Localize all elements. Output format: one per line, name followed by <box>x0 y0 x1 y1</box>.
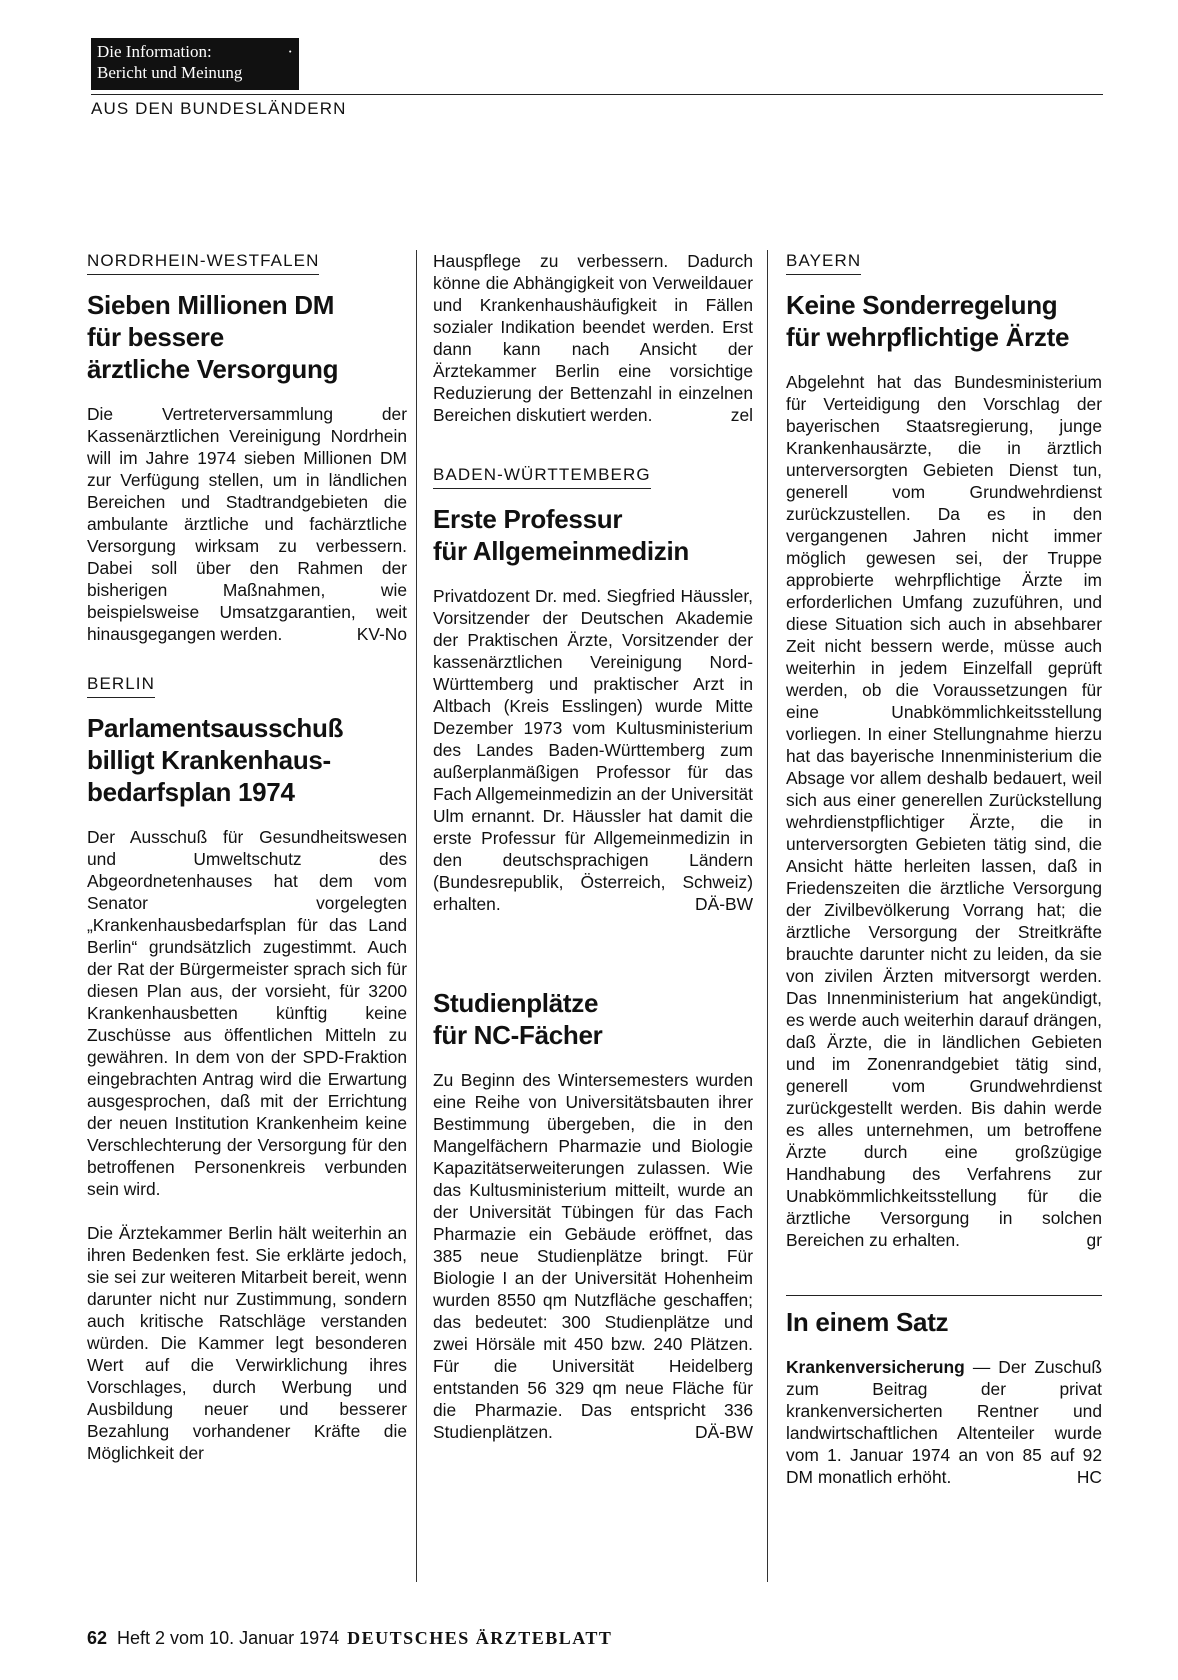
headline-bw <box>433 503 753 567</box>
headline-line: Keine Sonderregelung <box>786 290 1058 320</box>
section-title: AUS DEN BUNDESLÄNDERN <box>91 99 347 118</box>
satz-lead: Krankenversicherung <box>786 1357 965 1377</box>
body-text: Zu Beginn des Wintersemesters wurden eine Reihe von Universitätsbauten ihrer Bestimmung übergeben, die in den Mangelfächern Pharmazie und Biologie Kapazitätserweiterungen zulassen. Wie das Kultusministerium mitteilt, wurde an der Universität Tübingen für das Fach Pharmazie ein Gebäude eröffnet, das 385 neue Studienplätze bringt. Für Biologie I an der Universität Hohenheim wurden 8550 qm Nutzfläche geschaffen; das bedeutet: 300 Studienplätze und zwei Hörsäle mit 450 bzw. 240 Plätzen. Für die Universität Heidelberg entstanden 56 329 qm neue Fläche für die Pharmazie. Das entspricht 336 Studienplätzen. <box>433 1070 753 1442</box>
headline-line: bedarfsplan 1974 <box>87 777 295 807</box>
headline-line: Studienplätze <box>433 988 599 1018</box>
column-1 <box>87 250 407 1464</box>
headline-nc <box>433 987 753 1051</box>
body-text: Hauspflege zu verbessern. Dadurch könne die Abhängigkeit von Verweildauer und Krankenhaushäufigkeit in Fällen sozialer Indikation beendet werden. Erst dann kann nach Ansicht der Ärztekammer Berlin eine vorsichtige Reduzierung der Bettenzahl in einzelnen Bereichen diskutiert werden. <box>433 251 753 425</box>
headline-line: für wehrpflichtige Ärzte <box>786 322 1070 352</box>
region-label-berlin: BERLIN <box>87 673 155 698</box>
headline-nrw <box>87 289 407 385</box>
body-berlin-3 <box>433 250 753 426</box>
column-2 <box>433 250 753 1443</box>
body-berlin-2: Die Ärztekammer Berlin hält weiterhin an ihren Bedenken fest. Sie erklärte jedoch, sie sei zur weiteren Mitarbeit bereit, wenn darunter nicht nur Zustimmung, sondern auch kritische Ratschläge verstanden würden. Die Kammer legt besonderen Wert auf die Verwirklichung ihres Vorschlages, durch Werbung und Ausbildung neuer und besserer Bezahlung vorhandener Kräfte die Möglichkeit der <box>87 1223 407 1463</box>
signature: zel <box>730 405 753 425</box>
issue-info: Heft 2 vom 10. Januar 1974 <box>117 1628 340 1648</box>
headline-line: Sieben Millionen DM <box>87 290 335 320</box>
body-text: Abgelehnt hat das Bundesministerium für Verteidigung den Vorschlag der bayerischen Staatsregierung, junge Krankenhausärzte, die in ärztlich unterversorgten Gebieten Dienst tun, generell vom Grundwehrdienst zurückzustellen. Da es in den vergangenen Jahren nicht immer möglich gewesen sei, der Truppe approbierte wehrpflichtige Ärzte im erforderlichen Umfang zuzuführen, und diese Situation sich auch in absehbarer Zeit nicht bessern werde, müsse auch weiterhin in jedem Einzelfall geprüft werden, ob die Voraussetzungen für eine Unabkömmlichkeitsstellung vorliegen. In einer Stellungnahme hierzu hat das bayerische Innenministerium die Absage vor allem deshalb bedauert, weil sich aus einer generellen Zurückstellung wehrdienstpflichtiger Ärzte, die in unterversorgten Gebieten tätig sind, die Ansicht hätte herleiten lassen, daß in Friedenszeiten die ärztliche Versorgung der Zivilbevölkerung Vorrang hat; die ärztliche Versorgung der Streitkräfte brauchte darunter nicht zu leiden, da sie von zivilen Ärzten mitversorgt werden. Das Innenministerium hat angekündigt, es werde auch weiterhin darauf drängen, daß Ärzte, die in ländlichen Gebieten und im Zonenrandgebiet tätig sind, generell vom Grundwehrdienst zurückgestellt werden. Bis dahin werde es alles unternehmen, um betroffene Ärzte durch eine großzügige Handhabung des Verfahrens zur Unabkömmlichkeitsstellung für die ärztliche Versorgung in solchen Bereichen zu erhalten. <box>786 372 1102 1250</box>
body-bw <box>433 585 753 915</box>
in-einem-satz-box <box>786 1295 1102 1488</box>
headline-bayern <box>786 289 1102 353</box>
page-footer <box>87 1628 612 1649</box>
headline-line: Parlamentsausschuß <box>87 713 344 743</box>
headline-satz: In einem Satz <box>786 1307 949 1337</box>
top-rule <box>91 94 1103 95</box>
headline-line: ärztliche Versorgung <box>87 354 339 384</box>
body-text: — Der Zuschuß zum Beitrag der privat krankenversicherten Rentner und landwirtschaftlichen Altenteiler wurde vom 1. Januar 1974 an von 85 auf 92 DM monatlich erhöht. <box>786 1357 1102 1487</box>
region-label-bw: BADEN-WÜRTTEMBERG <box>433 464 651 489</box>
signature: DÄ-BW <box>695 894 753 914</box>
body-text: Privatdozent Dr. med. Siegfried Häussler, Vorsitzender der Deutschen Akademie der Praktischen Ärzte, Vorsitzender der kassenärztlichen Vereinigung Nord-Württemberg und praktischer Arzt in Altbach (Kreis Esslingen) wurde Mitte Dezember 1973 vom Kultusministerium des Landes Baden-Württemberg zum außerplanmäßigen Professor für das Fach Allgemeinmedizin an der Universität Ulm ernannt. Dr. Häussler hat damit die erste Professur für Allgemeinmedizin in den deutschsprachigen Ländern (Bundesrepublik, Österreich, Schweiz) erhalten. <box>433 586 753 914</box>
column-divider-2 <box>767 250 768 1582</box>
region-label-bayern: BAYERN <box>786 250 861 275</box>
body-satz <box>786 1356 1102 1488</box>
region-label-nrw: NORDRHEIN-WESTFALEN <box>87 250 319 275</box>
column-3 <box>786 250 1102 1488</box>
headline-line: für bessere <box>87 322 224 352</box>
signature: HC <box>1076 1467 1102 1487</box>
masthead-line-1: Die Information: <box>97 42 212 61</box>
headline-berlin <box>87 712 407 808</box>
masthead-line-2: Bericht und Meinung <box>97 63 243 82</box>
headline-line: billigt Krankenhaus- <box>87 745 331 775</box>
masthead-dot: · <box>287 42 293 61</box>
publication-name: DEUTSCHES ÄRZTEBLATT <box>347 1628 613 1648</box>
masthead-box <box>91 38 299 90</box>
signature: KV-No <box>356 624 407 644</box>
signature: DÄ-BW <box>695 1422 753 1442</box>
body-nc <box>433 1069 753 1443</box>
body-bayern <box>786 371 1102 1251</box>
headline-line: für NC-Fächer <box>433 1020 603 1050</box>
page-number: 62 <box>87 1628 108 1648</box>
column-divider-1 <box>416 250 417 1582</box>
headline-line: Erste Professur <box>433 504 623 534</box>
headline-line: für Allgemeinmedizin <box>433 536 689 566</box>
signature: gr <box>1086 1230 1102 1250</box>
body-nrw <box>87 403 407 645</box>
body-text: Die Vertreterversammlung der Kassenärztlichen Vereinigung Nordrhein will im Jahre 1974 sieben Millionen DM zur Verfügung stellen, um in ländlichen Bereichen und Stadtrandgebieten die ambulante ärztliche und fachärztliche Versorgung wirksam zu verbessern. Dabei soll über den Rahmen der bisherigen Maßnahmen, wie beispielsweise Umsatzgarantien, weit hinausgegangen werden. <box>87 404 407 644</box>
body-berlin-1: Der Ausschuß für Gesundheitswesen und Umweltschutz des Abgeordnetenhauses hat dem vom Senator vorgelegten „Krankenhausbedarfsplan für das Land Berlin“ grundsätzlich zugestimmt. Auch der Rat der Bürgermeister sprach sich für diesen Plan aus, der vorsieht, für 3200 Krankenhausbetten künftig keine Zuschüsse aus öffentlichen Mitteln zu gewähren. In dem von der SPD-Fraktion eingebrachten Antrag wird die Erwartung ausgesprochen, daß mit der Errichtung der neuen Institution Krankenheim keine Verschlechterung der Versorgung für den betroffenen Personenkreis verbunden sein wird. <box>87 827 407 1199</box>
